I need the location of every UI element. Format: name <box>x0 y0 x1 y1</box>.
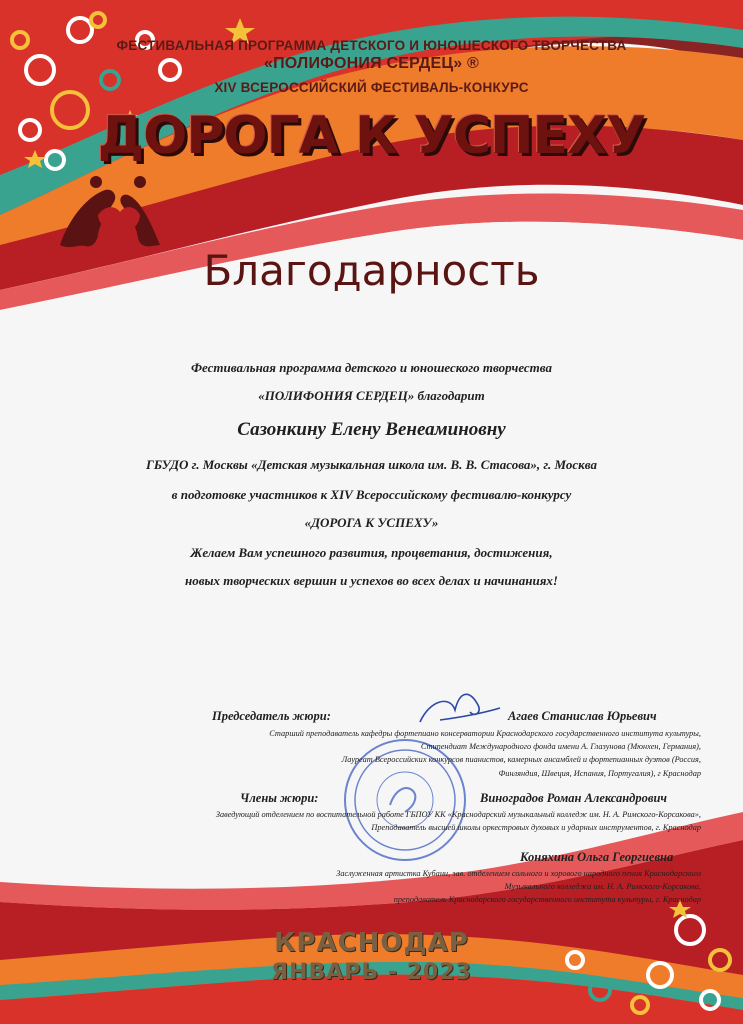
body-line-institution: ГБУДО г. Москвы «Детская музыкальная школа им. В. В. Стасова», г. Москва <box>146 457 597 472</box>
jury-chair-desc-line: Финляндия, Швеция, Испания, Португалия), г Краснодар <box>498 768 701 778</box>
jury-member-2-desc-line: Заслуженная артистка Кубани, зав. отделением сольного и хорового народного пения Краснодарского <box>336 869 701 878</box>
header-festival-line: XIV ВСЕРОССИЙСКИЙ ФЕСТИВАЛЬ-КОНКУРС <box>214 80 529 95</box>
jury-member-2-name: Коняхина Ольга Георгиевна <box>520 850 674 864</box>
jury-chair-label: Председатель жюри: <box>212 709 331 723</box>
footer-city: КРАСНОДАР <box>274 928 469 958</box>
document-title: Благодарность <box>203 246 540 295</box>
jury-chair-name: Агаев Станислав Юрьевич <box>508 709 657 723</box>
body-line-1: Фестивальная программа детского и юношеского творчества <box>190 360 553 375</box>
jury-member-1-name: Виноградов Роман Александрович <box>480 791 667 805</box>
footer-date: ЯНВАРЬ - 2023 <box>271 960 472 985</box>
jury-chair-desc-line: Старший преподаватель кафедры фортепиано консерватории Краснодарского государственного института культуры, <box>269 729 701 738</box>
festival-name: ДОРОГА К УСПЕХУ <box>97 106 646 166</box>
body-line-5: в подготовке участников к XIV Всероссийскому фестивалю-конкурсу <box>171 487 572 502</box>
recipient-name: Сазонкину Елену Венеаминовну <box>237 419 506 440</box>
body-line-2: «ПОЛИФОНИЯ СЕРДЕЦ» благодарит <box>258 388 485 403</box>
jury-member-2-desc-line: Музыкального колледжа им. Н. А. Римского-Корсакова, <box>504 882 701 892</box>
jury-members-label: Члены жюри: <box>240 791 319 805</box>
signature <box>420 694 500 722</box>
body-line-wishes-1: Желаем Вам успешного развития, процветания, достижения, <box>190 545 553 560</box>
header-brand-line: «ПОЛИФОНИЯ СЕРДЕЦ» ® <box>263 55 480 72</box>
body-line-6: «ДОРОГА К УСПЕХУ» <box>304 515 439 530</box>
jury-member-2-description <box>81 867 701 907</box>
jury-chair-description <box>61 727 701 780</box>
jury-chair-desc-line: Стипендиат Международного фонда имени А. Глазунова (Мюнхен, Германия), <box>420 742 701 752</box>
jury-member-1-desc-line: Преподаватель высшей школы оркестровых духовых и ударных инструментов, г. Краснодар <box>371 823 701 833</box>
jury-chair-desc-line: Лауреат Всероссийских конкурсов пианистов, камерных ансамблей и фортепианных дуэтов (Россия, <box>341 755 701 765</box>
header-program-line: ФЕСТИВАЛЬНАЯ ПРОГРАММА ДЕТСКОГО И ЮНОШЕСКОГО ТВОРЧЕСТВА <box>116 38 627 53</box>
jury-member-1-desc-line: Заведующий отделением по воспитательной работе ГБПОУ КК «Краснодарский музыкальный колледж им. Н. А. Римского-Корсакова», <box>215 810 701 819</box>
body-line-wishes-2: новых творческих вершин и успехов во всех делах и начинаниях! <box>185 573 558 588</box>
jury-member-2-desc-line: преподаватель Краснодарского государственного института культуры, г. Краснодар <box>393 895 701 905</box>
jury-member-1-description <box>51 808 701 834</box>
